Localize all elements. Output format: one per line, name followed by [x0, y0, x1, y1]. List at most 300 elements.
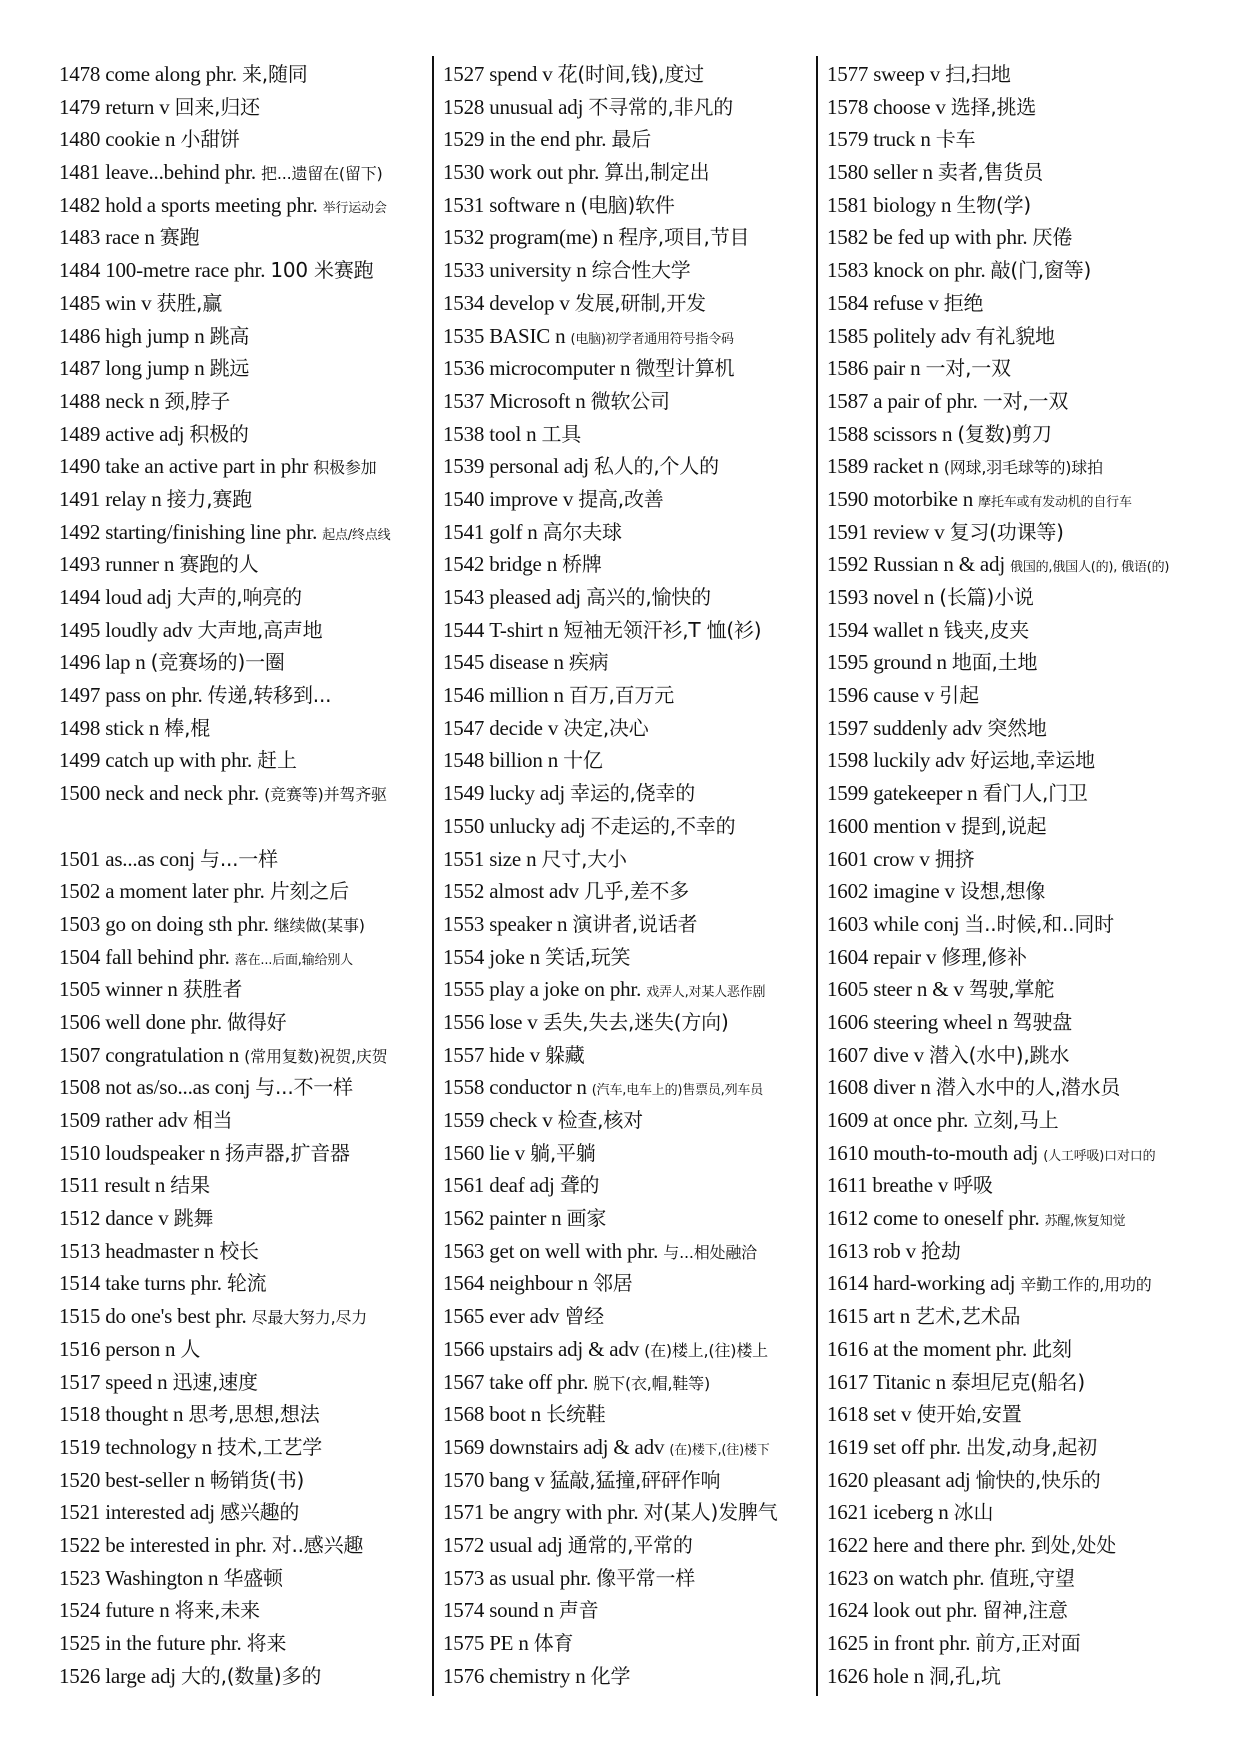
entry-definition: 微软公司 — [590, 388, 670, 413]
entry-number: 1575 — [443, 1631, 485, 1655]
entry-definition: 幸运的,侥幸的 — [570, 781, 695, 806]
entry-definition: 继续做(某事) — [273, 915, 365, 935]
vocab-entry — [827, 352, 1217, 385]
vocab-entry — [443, 1333, 813, 1366]
entry-word: return v — [105, 94, 170, 119]
vocab-entry — [827, 1039, 1217, 1072]
entry-word: billion n — [489, 748, 558, 773]
entry-number: 1617 — [827, 1369, 869, 1394]
entry-number: 1482 — [59, 192, 101, 217]
entry-number: 1483 — [59, 225, 101, 250]
entry-word: cause v — [873, 683, 935, 708]
entry-word: hold a sports meeting phr. — [105, 192, 318, 217]
entry-number: 1526 — [59, 1663, 101, 1688]
entry-definition: 艺术,艺术品 — [915, 1304, 1021, 1329]
entry-definition: 几乎,差不多 — [583, 879, 690, 904]
vocab-entry — [59, 1202, 431, 1235]
vocab-entry — [827, 1235, 1217, 1268]
entry-word: in the future phr. — [105, 1631, 242, 1655]
entry-definition: 厌倦 — [1032, 225, 1073, 250]
vocab-entry — [443, 320, 813, 353]
entry-definition: (在)楼上,(往)楼上 — [644, 1340, 768, 1360]
vocab-entry — [827, 1333, 1217, 1366]
entry-word: relay n — [105, 486, 162, 511]
vocab-entry — [59, 744, 431, 777]
entry-number: 1548 — [443, 748, 485, 773]
entry-number: 1508 — [59, 1075, 101, 1100]
entry-number: 1500 — [59, 781, 101, 806]
entry-definition: 戏弄人,对某人恶作剧 — [646, 985, 766, 1001]
vocab-entry — [59, 385, 431, 418]
vocab-entry — [59, 1169, 431, 1202]
vocab-entry — [827, 679, 1217, 712]
entry-word: winner n — [105, 977, 178, 1002]
entry-word: as usual phr. — [489, 1565, 592, 1590]
entry-number: 1592 — [827, 552, 869, 577]
entry-number: 1515 — [59, 1304, 101, 1329]
vocab-entry — [443, 614, 813, 647]
vocab-entry — [59, 614, 431, 647]
entry-definition: 此刻 — [1032, 1336, 1072, 1361]
entry-word: speed n — [105, 1369, 168, 1394]
vocab-entry — [827, 646, 1217, 679]
vocab-entry — [59, 1235, 431, 1268]
entry-number: 1580 — [827, 160, 869, 185]
entry-definition: 到处,处处 — [1030, 1532, 1117, 1557]
vocab-entry — [59, 123, 431, 156]
entry-word: racket n — [873, 454, 939, 479]
vocab-entry — [59, 1660, 431, 1693]
vocab-entry — [59, 1464, 431, 1497]
entry-definition: 与...相处融洽 — [663, 1242, 757, 1262]
vocabulary-column-1 — [59, 58, 431, 1692]
entry-number: 1598 — [827, 748, 869, 773]
entry-number: 1550 — [443, 813, 485, 838]
entry-definition: 桥牌 — [562, 552, 602, 577]
entry-definition: 综合性大学 — [591, 258, 691, 283]
entry-definition: 拒绝 — [943, 290, 984, 315]
vocab-entry — [59, 156, 431, 189]
vocab-entry — [443, 221, 813, 254]
entry-word: wallet n — [873, 617, 939, 642]
entry-number: 1586 — [827, 356, 869, 381]
entry-definition: 最后 — [611, 127, 652, 152]
entry-number: 1494 — [59, 585, 101, 609]
entry-word: interested adj — [105, 1500, 215, 1525]
entry-number: 1484 — [59, 258, 101, 283]
vocab-entry — [443, 1104, 813, 1137]
entry-word: microcomputer n — [489, 356, 631, 381]
entry-definition: 一对,一双 — [982, 388, 1069, 413]
entry-definition: 落在...后面,输给别人 — [234, 952, 353, 968]
vocab-entry — [827, 58, 1217, 91]
entry-spacer — [59, 810, 431, 843]
entry-word: loudspeaker n — [105, 1140, 220, 1165]
entry-number: 1626 — [827, 1663, 869, 1688]
entry-definition: 看门人,门卫 — [982, 781, 1088, 806]
vocab-entry — [827, 1562, 1217, 1595]
entry-word: Washington n — [105, 1565, 219, 1590]
vocab-entry — [443, 1594, 813, 1627]
entry-definition: 值班,守望 — [989, 1565, 1075, 1590]
entry-number: 1554 — [443, 944, 485, 969]
vocab-entry — [443, 1464, 813, 1497]
vocab-entry — [443, 483, 813, 516]
vocab-entry — [443, 1137, 813, 1170]
entry-definition: (长篇)小说 — [939, 585, 1034, 609]
entry-number: 1610 — [827, 1140, 869, 1165]
entry-number: 1606 — [827, 1009, 869, 1034]
entry-word: Titanic n — [873, 1369, 946, 1394]
entry-definition: 与...一样 — [200, 846, 278, 871]
entry-definition: 回来,归还 — [174, 94, 260, 119]
entry-definition: 提到,说起 — [961, 813, 1047, 838]
entry-number: 1607 — [827, 1042, 869, 1067]
entry-definition: 敲(门,窗等) — [990, 258, 1092, 283]
entry-number: 1614 — [827, 1271, 869, 1296]
entry-word: upstairs adj & adv — [489, 1336, 639, 1361]
entry-definition: 校长 — [219, 1238, 259, 1263]
entry-word: pleasant adj — [873, 1467, 971, 1492]
entry-word: iceberg n — [873, 1500, 949, 1525]
entry-number: 1522 — [59, 1532, 101, 1557]
entry-definition: 结果 — [170, 1173, 210, 1198]
entry-number: 1487 — [59, 356, 101, 381]
entry-word: speaker n — [489, 911, 568, 936]
vocab-entry — [827, 614, 1217, 647]
entry-definition: 算出,制定出 — [604, 160, 710, 185]
entry-word: large adj — [105, 1663, 176, 1688]
entry-number: 1545 — [443, 650, 485, 675]
entry-definition: 呼吸 — [953, 1173, 993, 1198]
entry-definition: 出发,动身,起初 — [965, 1434, 1098, 1459]
vocab-entry — [827, 777, 1217, 810]
vocab-entry — [59, 254, 431, 287]
entry-word: set off phr. — [873, 1434, 961, 1459]
entry-word: leave...behind phr. — [105, 160, 256, 185]
entry-definition: 化学 — [590, 1663, 631, 1688]
entry-word: repair v — [873, 944, 937, 969]
entry-number: 1507 — [59, 1042, 101, 1067]
entry-number: 1486 — [59, 323, 101, 348]
entry-definition: 接力,赛跑 — [166, 486, 252, 511]
entry-definition: 把...遗留在(留下) — [261, 164, 383, 184]
entry-definition: 复习(功课等) — [949, 519, 1064, 544]
entry-definition: 留神,注意 — [982, 1598, 1068, 1623]
entry-word: refuse v — [873, 290, 939, 315]
entry-word: in front phr. — [873, 1631, 971, 1655]
vocab-entry — [827, 91, 1217, 124]
entry-number: 1489 — [59, 421, 101, 446]
entry-number: 1516 — [59, 1336, 101, 1361]
entry-word: stick n — [105, 715, 160, 740]
entry-word: be angry with phr. — [489, 1500, 639, 1525]
entry-word: at once phr. — [873, 1108, 969, 1132]
entry-definition: 钱夹,皮夹 — [943, 617, 1030, 642]
entry-definition: 好运地,幸运地 — [969, 748, 1095, 773]
entry-number: 1557 — [443, 1042, 485, 1067]
entry-word: result n — [104, 1173, 166, 1198]
vocab-entry — [443, 189, 813, 222]
vocab-entry — [59, 875, 431, 908]
entry-word: 100-metre race phr. — [105, 258, 266, 283]
vocab-entry — [827, 908, 1217, 941]
entry-number: 1604 — [827, 944, 869, 969]
entry-number: 1601 — [827, 846, 869, 871]
vocab-entry — [443, 941, 813, 974]
entry-word: runner n — [105, 552, 175, 577]
entry-definition: 演讲者,说话者 — [572, 911, 698, 936]
entry-word: sweep v — [873, 62, 941, 86]
vocab-entry — [827, 287, 1217, 320]
entry-word: pair n — [873, 356, 921, 381]
entry-definition: (竞赛场的)一圈 — [150, 650, 285, 675]
entry-number: 1523 — [59, 1565, 101, 1590]
vocab-entry — [443, 91, 813, 124]
entry-definition: 获胜,赢 — [156, 290, 223, 315]
entry-definition: 相当 — [192, 1108, 233, 1132]
entry-word: pass on phr. — [105, 683, 203, 708]
entry-number: 1531 — [443, 192, 485, 217]
entry-number: 1521 — [59, 1500, 101, 1525]
entry-number: 1611 — [827, 1173, 868, 1198]
entry-word: Russian n & adj — [873, 552, 1005, 577]
entry-definition: 驾驶,掌舵 — [968, 977, 1055, 1002]
entry-number: 1567 — [443, 1369, 485, 1394]
vocab-entry — [443, 1529, 813, 1562]
column-divider — [432, 56, 434, 1696]
entry-word: not as/so...as conj — [105, 1075, 251, 1100]
entry-number: 1538 — [443, 421, 485, 446]
entry-definition: 潜入水中的人,潜水员 — [935, 1075, 1121, 1100]
entry-word: chemistry n — [489, 1663, 586, 1688]
entry-word: imagine v — [873, 879, 955, 904]
entry-number: 1556 — [443, 1009, 485, 1034]
vocab-entry — [827, 1366, 1217, 1399]
vocab-entry — [443, 1039, 813, 1072]
entry-number: 1560 — [443, 1140, 485, 1165]
entry-definition: 泰坦尼克(船名) — [950, 1369, 1085, 1394]
entry-definition: 高尔夫球 — [542, 519, 622, 544]
vocab-entry — [827, 1169, 1217, 1202]
entry-word: lap n — [105, 650, 146, 675]
entry-number: 1583 — [827, 258, 869, 283]
entry-definition: (网球,羽毛球等的)球拍 — [943, 458, 1103, 478]
entry-definition: 颈,脖子 — [164, 388, 231, 413]
entry-word: steering wheel n — [873, 1009, 1008, 1034]
entry-number: 1593 — [827, 585, 869, 609]
entry-number: 1503 — [59, 911, 101, 936]
entry-word: hole n — [873, 1663, 924, 1688]
entry-number: 1608 — [827, 1075, 869, 1100]
entry-number: 1579 — [827, 127, 869, 152]
vocab-entry — [827, 1431, 1217, 1464]
entry-definition: (电脑)软件 — [580, 192, 675, 217]
vocab-entry — [59, 908, 431, 941]
entry-word: joke n — [489, 944, 540, 969]
vocab-entry — [827, 1660, 1217, 1693]
entry-number: 1532 — [443, 225, 485, 250]
entry-word: while conj — [873, 911, 960, 936]
entry-number: 1549 — [443, 781, 485, 806]
vocab-entry — [59, 1267, 431, 1300]
entry-number: 1600 — [827, 813, 869, 838]
vocab-entry — [59, 1398, 431, 1431]
entry-word: biology n — [873, 192, 952, 217]
vocab-entry — [59, 1496, 431, 1529]
vocab-entry — [827, 156, 1217, 189]
entry-word: T-shirt n — [489, 617, 559, 642]
entry-word: disease n — [489, 650, 564, 675]
vocab-entry — [59, 973, 431, 1006]
entry-word: loud adj — [105, 585, 172, 609]
entry-word: take an active part in phr — [105, 454, 309, 479]
entry-definition: 跳高 — [209, 323, 250, 348]
entry-number: 1480 — [59, 127, 101, 152]
entry-word: motorbike n — [873, 486, 974, 511]
entry-number: 1582 — [827, 225, 869, 250]
entry-number: 1571 — [443, 1500, 485, 1525]
vocab-entry — [443, 123, 813, 156]
vocab-entry — [827, 712, 1217, 745]
entry-number: 1602 — [827, 879, 869, 904]
vocab-entry — [59, 1104, 431, 1137]
entry-definition: 通常的,平常的 — [567, 1532, 693, 1557]
entry-word: mouth-to-mouth adj — [873, 1140, 1039, 1165]
entry-definition: 辛勤工作的,用功的 — [1020, 1275, 1152, 1295]
entry-definition: 邻居 — [592, 1271, 633, 1296]
entry-number: 1495 — [59, 617, 101, 642]
vocab-entry — [827, 1594, 1217, 1627]
vocab-entry — [827, 581, 1217, 614]
entry-number: 1499 — [59, 748, 101, 773]
entry-word: choose v — [873, 94, 946, 119]
entry-word: hard-working adj — [873, 1271, 1016, 1296]
entry-number: 1488 — [59, 388, 101, 413]
entry-word: crow v — [873, 846, 930, 871]
vocab-entry — [443, 875, 813, 908]
vocab-entry — [59, 712, 431, 745]
entry-definition: 将来 — [246, 1631, 287, 1655]
entry-word: take off phr. — [489, 1369, 589, 1394]
entry-definition: 选择,挑选 — [950, 94, 1037, 119]
entry-number: 1496 — [59, 650, 101, 675]
entry-definition: 人 — [180, 1336, 201, 1361]
entry-definition: 拥挤 — [934, 846, 975, 871]
entry-word: sound n — [489, 1598, 554, 1623]
entry-definition: 苏醒,恢复知觉 — [1044, 1214, 1126, 1230]
entry-number: 1485 — [59, 290, 101, 315]
vocab-entry — [443, 1660, 813, 1693]
entry-word: a pair of phr. — [873, 388, 978, 413]
entry-number: 1590 — [827, 486, 869, 511]
vocab-entry — [443, 548, 813, 581]
entry-number: 1609 — [827, 1108, 869, 1132]
vocab-entry — [443, 777, 813, 810]
vocab-entry — [59, 1562, 431, 1595]
entry-definition: 设想,想像 — [959, 879, 1046, 904]
entry-number: 1573 — [443, 1565, 485, 1590]
vocab-entry — [443, 1006, 813, 1039]
entry-number: 1525 — [59, 1631, 101, 1655]
vocab-entry — [59, 777, 431, 810]
entry-number: 1501 — [59, 846, 101, 871]
entry-word: personal adj — [489, 454, 589, 479]
entry-number: 1510 — [59, 1140, 101, 1165]
entry-word: breathe v — [872, 1173, 949, 1198]
entry-definition: 躲藏 — [544, 1042, 585, 1067]
entry-definition: 检查,核对 — [557, 1108, 643, 1132]
entry-definition: 猛敲,猛撞,砰砰作响 — [549, 1467, 721, 1492]
entry-number: 1561 — [443, 1173, 485, 1198]
entry-number: 1616 — [827, 1336, 869, 1361]
entry-number: 1539 — [443, 454, 485, 479]
vocab-entry — [59, 450, 431, 483]
entry-word: rather adv — [105, 1108, 188, 1132]
entry-definition: 决定,决心 — [563, 715, 649, 740]
vocab-entry — [443, 450, 813, 483]
vocab-entry — [827, 1496, 1217, 1529]
vocab-entry — [59, 679, 431, 712]
entry-word: dive v — [873, 1042, 924, 1067]
entry-word: boot n — [489, 1402, 542, 1427]
vocab-entry — [827, 1267, 1217, 1300]
entry-word: take turns phr. — [105, 1271, 222, 1296]
entry-word: usual adj — [489, 1532, 563, 1557]
entry-word: catch up with phr. — [105, 748, 253, 773]
vocab-entry — [827, 483, 1217, 516]
entry-number: 1615 — [827, 1304, 869, 1329]
entry-definition: 花(时间,钱),度过 — [557, 62, 704, 86]
entry-word: high jump n — [105, 323, 205, 348]
vocab-entry — [59, 581, 431, 614]
entry-word: come to oneself phr. — [873, 1206, 1040, 1231]
entry-definition: 笑话,玩笑 — [544, 944, 631, 969]
entry-word: deaf adj — [489, 1173, 555, 1198]
entry-word: best-seller n — [105, 1467, 205, 1492]
vocab-entry — [59, 58, 431, 91]
entry-definition: 声音 — [558, 1598, 599, 1623]
entry-number: 1595 — [827, 650, 869, 675]
entry-word: in the end phr. — [489, 127, 607, 152]
vocabulary-column-2 — [443, 58, 813, 1692]
entry-definition: 畅销货(书) — [209, 1467, 305, 1492]
vocab-entry — [59, 1333, 431, 1366]
entry-word: review v — [873, 519, 945, 544]
entry-word: future n — [105, 1598, 170, 1623]
vocab-entry — [443, 908, 813, 941]
vocab-entry — [827, 516, 1217, 549]
vocab-entry — [827, 1529, 1217, 1562]
entry-definition: 画家 — [566, 1206, 607, 1231]
vocab-entry — [827, 450, 1217, 483]
entry-definition: 长统鞋 — [546, 1402, 606, 1427]
entry-word: truck n — [873, 127, 931, 152]
entry-number: 1493 — [59, 552, 101, 577]
entry-number: 1559 — [443, 1108, 485, 1132]
entry-definition: 像平常一样 — [596, 1565, 696, 1590]
entry-number: 1605 — [827, 977, 869, 1002]
entry-number: 1513 — [59, 1238, 101, 1263]
vocab-entry — [59, 352, 431, 385]
entry-number: 1572 — [443, 1532, 485, 1557]
vocab-entry — [827, 123, 1217, 156]
vocab-entry — [827, 941, 1217, 974]
entry-definition: 体育 — [533, 1631, 574, 1655]
vocab-entry — [443, 1235, 813, 1268]
entry-number: 1568 — [443, 1402, 485, 1427]
entry-word: scissors n — [873, 421, 953, 446]
